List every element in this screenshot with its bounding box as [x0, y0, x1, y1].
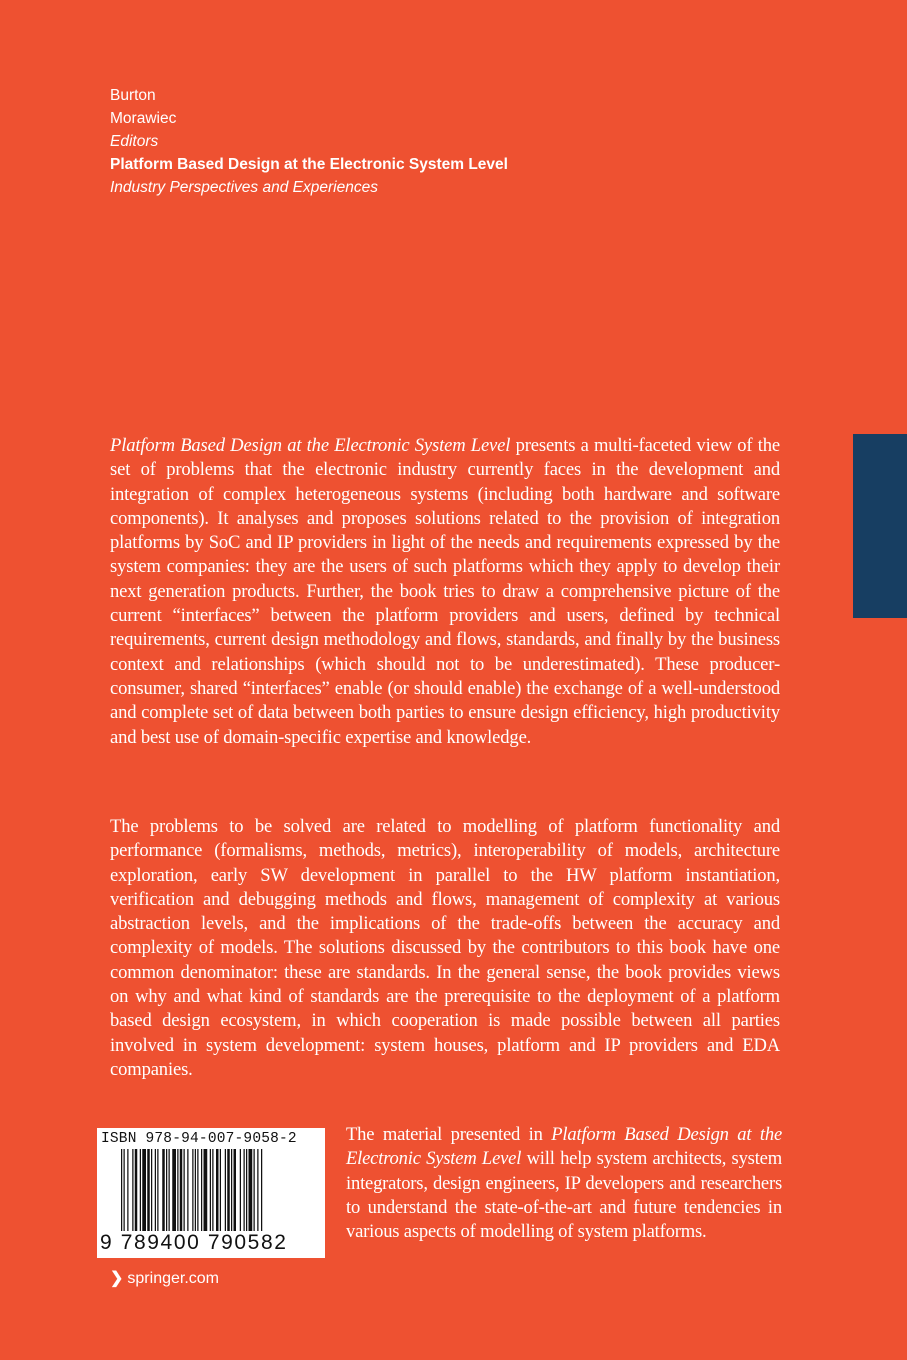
inline-book-title: Platform Based Design at the Electronic System Level — [110, 435, 511, 456]
barcode-bar — [177, 1149, 178, 1231]
editors-label: Editors — [110, 133, 159, 150]
ean-digits: 9 789400 790582 — [100, 1231, 288, 1254]
barcode-bar — [249, 1149, 253, 1231]
barcode-bar — [166, 1149, 167, 1231]
isbn-barcode — [97, 1128, 325, 1258]
spine-color-tab — [853, 434, 907, 618]
barcode-bar — [240, 1149, 241, 1231]
barcode-bar — [261, 1149, 262, 1231]
barcode-bar — [184, 1149, 185, 1231]
barcode-bar — [216, 1149, 219, 1231]
book-subtitle: Industry Perspectives and Experiences — [110, 179, 378, 196]
barcode-bar — [162, 1149, 165, 1231]
barcode-bar — [142, 1149, 146, 1231]
barcode-bar — [151, 1149, 152, 1231]
paragraph-3-text: will help system architects, system integrators, design engineers, IP developers and researchers to understand the state-of-the-art and future tendencies in various aspects of modelling of system platforms. — [346, 1148, 782, 1243]
barcode-bar — [246, 1149, 247, 1231]
description-paragraph-1 — [110, 434, 780, 750]
description-paragraph-3 — [346, 1123, 782, 1244]
barcode-bars — [121, 1149, 311, 1231]
barcode-bar — [212, 1149, 213, 1231]
barcode-bar — [124, 1149, 125, 1231]
paragraph-1-text: presents a multi-faceted view of the set of problems that the electronic industry currently faces in the development and integration of complex heterogeneous systems (including both hardware and software components). It analyses and proposes solutions related to the provision of integration platforms by SoC and IP providers in light of the needs and requirements expressed by the system companies: they are the users of such platforms which they apply to develop their next generation products. Further, the book tries to draw a comprehensive picture of the current “interfaces” between the platform providers and users, defined by technical requirements, current design methodology and flows, standards, and finally by the business context and relationships (which should not to be underestimated). These producer-consumer, shared “interfaces” enable (or should enable) the exchange of a well-understood and complete set of data between both parties to ensure design efficiency, high productivity and best use of domain-specific expertise and knowledge. — [110, 435, 780, 748]
barcode-bar — [135, 1149, 138, 1231]
barcode-bar — [231, 1149, 232, 1231]
barcode-bar — [257, 1149, 258, 1231]
barcode-bar — [157, 1149, 158, 1231]
barcode-bar — [244, 1149, 245, 1231]
author-burton: Burton — [110, 87, 156, 104]
inline-book-title-2: Platform Based Design at the Electronic System Level — [346, 1124, 783, 1170]
barcode-bar — [210, 1149, 211, 1231]
barcode-bar — [220, 1149, 221, 1231]
description-paragraph-2: The problems to be solved are related to modelling of platform functionality and performance (formalisms, methods, metrics), interoperability of models, architecture exploration, early SW development in parallel to the HW platform instantiation, verification and debugging methods and flows, management of complexity at various abstraction levels, and the implications of the trade-offs between the accuracy and complexity of models. The solutions discussed by the contributors to this book have one common denominator: these are standards. In the general sense, the book provides views on why and what kind of standards are the prerequisite to the deployment of a platform based design ecosystem, in which cooperation is made possible between all parties involved in system development: system houses, platform and IP providers and EDA companies. — [110, 816, 780, 1080]
barcode-bar — [140, 1149, 141, 1231]
barcode-bar — [180, 1149, 183, 1231]
barcode-bar — [234, 1149, 237, 1231]
barcode-bar — [132, 1149, 133, 1231]
barcode-bar — [204, 1149, 208, 1231]
chevron-right-icon: ❯ — [110, 1270, 124, 1287]
barcode-bar — [195, 1149, 196, 1231]
barcode-bar — [169, 1149, 170, 1231]
paragraph-3-start: The material presented in — [346, 1124, 552, 1145]
barcode-bar — [127, 1149, 128, 1231]
cover-header — [110, 84, 508, 199]
barcode-bar — [227, 1149, 230, 1231]
barcode-bar — [172, 1149, 176, 1231]
isbn-label: ISBN 978-94-007-9058-2 — [101, 1131, 297, 1147]
barcode-bar — [201, 1149, 202, 1231]
barcode-bar — [254, 1149, 255, 1231]
barcode-bar — [192, 1149, 193, 1231]
book-title: Platform Based Design at the Electronic System Level — [110, 156, 508, 173]
author-morawiec: Morawiec — [110, 110, 177, 127]
publisher-link[interactable] — [110, 1268, 219, 1288]
barcode-bar — [155, 1149, 156, 1231]
barcode-bar — [187, 1149, 188, 1231]
barcode-bar — [225, 1149, 226, 1231]
barcode-bar — [121, 1149, 122, 1231]
barcode-bar — [197, 1149, 198, 1231]
barcode-bar — [147, 1149, 150, 1231]
publisher-url[interactable]: springer.com — [127, 1270, 219, 1287]
